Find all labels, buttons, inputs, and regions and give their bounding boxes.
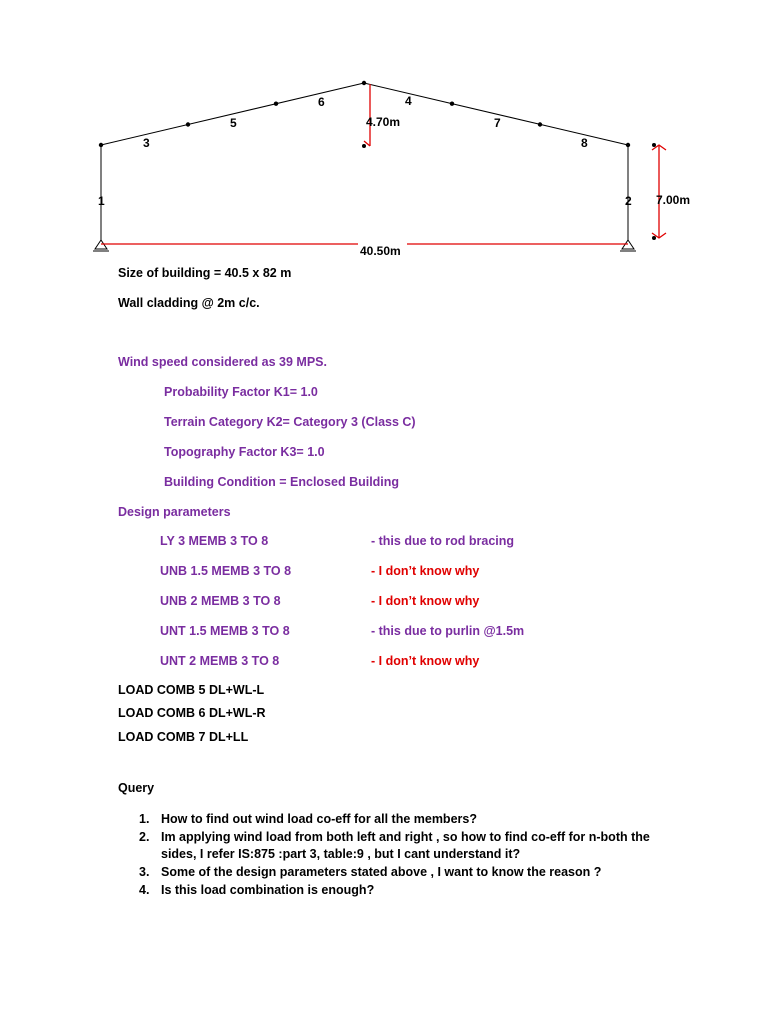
support-right [620,240,636,251]
wall-cladding: Wall cladding @ 2m c/c. [118,296,260,310]
frame-nodes [99,81,630,147]
node [186,122,190,126]
rafter-left [101,83,364,145]
load-combination: LOAD COMB 7 DL+LL [118,730,249,744]
list-number: 3. [139,865,150,879]
query-heading: Query [118,781,155,795]
member-label: 6 [318,95,325,109]
member-label: 4 [405,94,412,108]
node [274,102,278,106]
member-label: 7 [494,116,501,130]
design-param: LY 3 MEMB 3 TO 8 [160,534,269,548]
member-label: 8 [581,136,588,150]
design-param-note: - I don’t know why [371,564,480,578]
design-param: UNT 2 MEMB 3 TO 8 [160,654,280,668]
support-left [93,240,109,251]
list-number: 1. [139,812,150,826]
load-combination: LOAD COMB 6 DL+WL-R [118,706,266,720]
span-label: 40.50m [360,244,401,258]
height-label: 7.00m [656,193,691,207]
node [362,81,366,85]
design-param-note: - I don’t know why [371,654,480,668]
frame-members [101,83,628,240]
design-param: UNB 1.5 MEMB 3 TO 8 [160,564,292,578]
list-number: 4. [139,883,150,897]
load-combination: LOAD COMB 5 DL+WL-L [118,683,265,697]
topography-factor: Topography Factor K3= 1.0 [164,445,325,459]
node [99,143,103,147]
dimension-points [362,143,656,240]
member-label: 2 [625,194,632,208]
design-param: UNT 1.5 MEMB 3 TO 8 [160,624,290,638]
node [626,143,630,147]
rise-label: 4.70m [366,115,401,129]
building-size: Size of building = 40.5 x 82 m [118,266,292,280]
member-labels [98,94,632,208]
building-condition: Building Condition = Enclosed Building [164,475,400,489]
member-label: 3 [143,136,150,150]
member-label: 5 [230,116,237,130]
rafter-right [364,83,628,145]
wind-speed: Wind speed considered as 39 MPS. [118,355,327,369]
member-label: 1 [98,194,105,208]
query-text: Im applying wind load from both left and right , so how to find co-eff for n-both the sides, I refer IS:875 :part 3, table:9 , but I cant understand it? [161,830,650,861]
design-param: UNB 2 MEMB 3 TO 8 [160,594,281,608]
list-number: 2. [139,830,150,844]
design-param-note: - this due to purlin @1.5m [371,624,525,638]
design-param-note: - I don’t know why [371,594,480,608]
query-text: Some of the design parameters stated above , I want to know the reason ? [161,865,602,879]
design-param-note: - this due to rod bracing [371,534,515,548]
node [450,102,454,106]
node [538,122,542,126]
query-text: Is this load combination is enough? [161,883,375,897]
dimension-lines [101,84,666,244]
design-parameters-heading: Design parameters [118,505,231,519]
portal-frame-diagram [0,0,768,262]
probability-factor: Probability Factor K1= 1.0 [164,385,318,399]
terrain-category: Terrain Category K2= Category 3 (Class C) [164,415,416,429]
query-text: How to find out wind load co-eff for all the members? [161,812,477,826]
